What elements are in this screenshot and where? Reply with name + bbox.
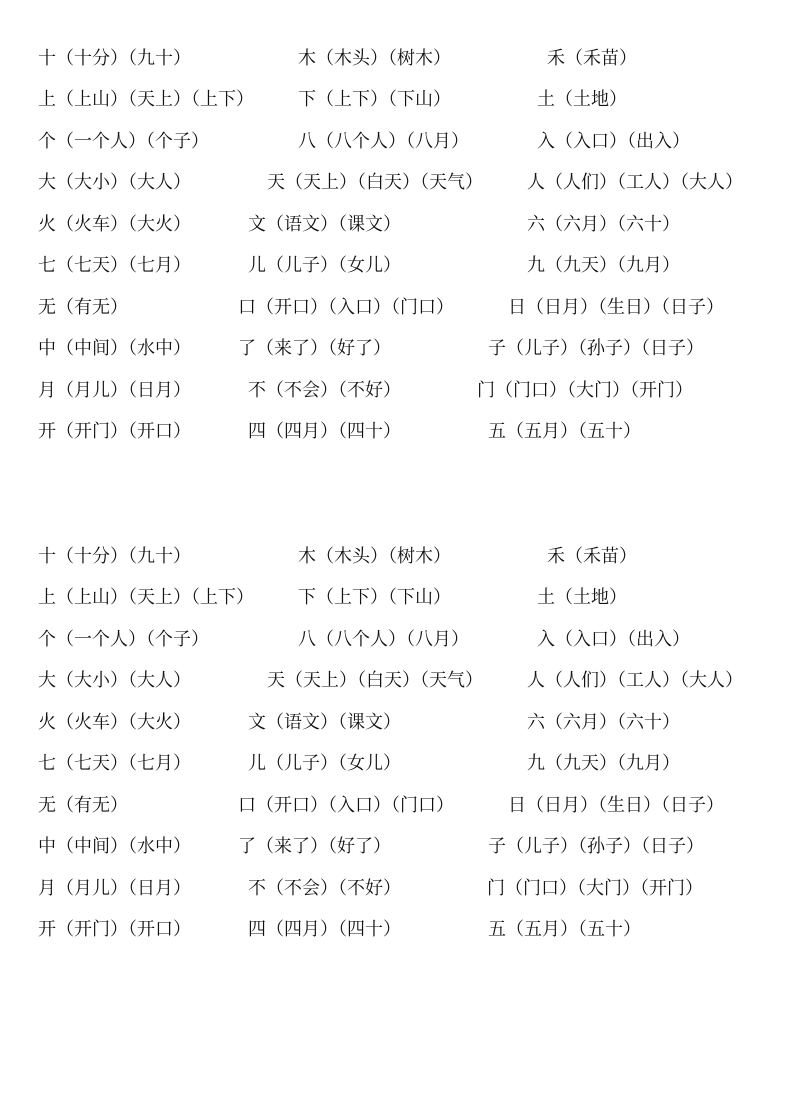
word-entry: 六（六月）（六十） (527, 712, 680, 733)
word-entry: 无（有无） (38, 795, 128, 816)
word-entry: 不（不会）（不好） (248, 878, 401, 899)
word-entry: 天（天上）（白天）（天气） (267, 670, 483, 691)
word-entry: 天（天上）（白天）（天气） (267, 172, 483, 193)
word-entry: 人（人们）（工人）（大人） (527, 670, 743, 691)
word-entry: 不（不会）（不好） (248, 380, 401, 401)
word-entry: 六（六月）（六十） (527, 214, 680, 235)
word-entry: 子（儿子）（孙子）（日子） (488, 836, 704, 857)
word-entry: 儿（儿子）（女儿） (248, 255, 401, 276)
word-entry: 个（一个人）（个子） (38, 629, 209, 650)
word-entry: 上（上山）（天上）（上下） (38, 89, 254, 110)
word-entry: 开（开门）（开口） (38, 421, 191, 442)
word-entry: 土（土地） (537, 89, 627, 110)
word-entry: 了（来了）（好了） (238, 338, 391, 359)
word-entry: 四（四月）（四十） (248, 919, 401, 940)
word-entry: 儿（儿子）（女儿） (248, 753, 401, 774)
word-entry: 火（火车）（大火） (38, 712, 191, 733)
word-entry: 七（七天）（七月） (38, 753, 191, 774)
word-entry: 土（土地） (537, 587, 627, 608)
word-entry: 日（日月）（生日）（日子） (508, 297, 724, 318)
word-entry: 下（上下）（下山） (298, 587, 451, 608)
word-entry: 子（儿子）（孙子）（日子） (488, 338, 704, 359)
word-entry: 七（七天）（七月） (38, 255, 191, 276)
word-entry: 文（语文）（课文） (248, 712, 401, 733)
word-entry: 下（上下）（下山） (298, 89, 451, 110)
word-entry: 入（入口）（出入） (537, 629, 690, 650)
word-entry: 十（十分）（九十） (38, 546, 191, 567)
word-entry: 大（大小）（大人） (38, 172, 191, 193)
word-entry: 九（九天）（九月） (527, 753, 680, 774)
word-entry: 开（开门）（开口） (38, 919, 191, 940)
word-entry: 中（中间）（水中） (38, 836, 191, 857)
word-entry: 九（九天）（九月） (527, 255, 680, 276)
word-entry: 四（四月）（四十） (248, 421, 401, 442)
word-entry: 中（中间）（水中） (38, 338, 191, 359)
word-list-block-2 (0, 498, 792, 940)
word-entry: 日（日月）（生日）（日子） (508, 795, 724, 816)
word-entry: 上（上山）（天上）（上下） (38, 587, 254, 608)
word-entry: 人（人们）（工人）（大人） (527, 172, 743, 193)
word-entry: 口（开口）（入口）（门口） (238, 297, 454, 318)
word-entry: 文（语文）（课文） (248, 214, 401, 235)
word-entry: 个（一个人）（个子） (38, 131, 209, 152)
word-entry: 禾（禾苗） (547, 48, 637, 69)
word-entry: 了（来了）（好了） (238, 836, 391, 857)
word-entry: 门（门口）（大门）（开门） (487, 878, 703, 899)
word-entry: 入（入口）（出入） (537, 131, 690, 152)
word-entry: 大（大小）（大人） (38, 670, 191, 691)
word-entry: 五（五月）（五十） (488, 421, 641, 442)
word-entry: 八（八个人）（八月） (298, 629, 469, 650)
word-entry: 木（木头）（树木） (298, 546, 451, 567)
word-entry: 无（有无） (38, 297, 128, 318)
word-entry: 口（开口）（入口）（门口） (238, 795, 454, 816)
word-entry: 火（火车）（大火） (38, 214, 191, 235)
word-entry: 木（木头）（树木） (298, 48, 451, 69)
word-entry: 禾（禾苗） (547, 546, 637, 567)
word-entry: 门（门口）（大门）（开门） (477, 380, 693, 401)
word-entry: 十（十分）（九十） (38, 48, 191, 69)
word-entry: 月（月儿）（日月） (38, 878, 191, 899)
word-entry: 五（五月）（五十） (488, 919, 641, 940)
word-list-block-1 (0, 0, 792, 442)
word-entry: 月（月儿）（日月） (38, 380, 191, 401)
word-entry: 八（八个人）（八月） (298, 131, 469, 152)
